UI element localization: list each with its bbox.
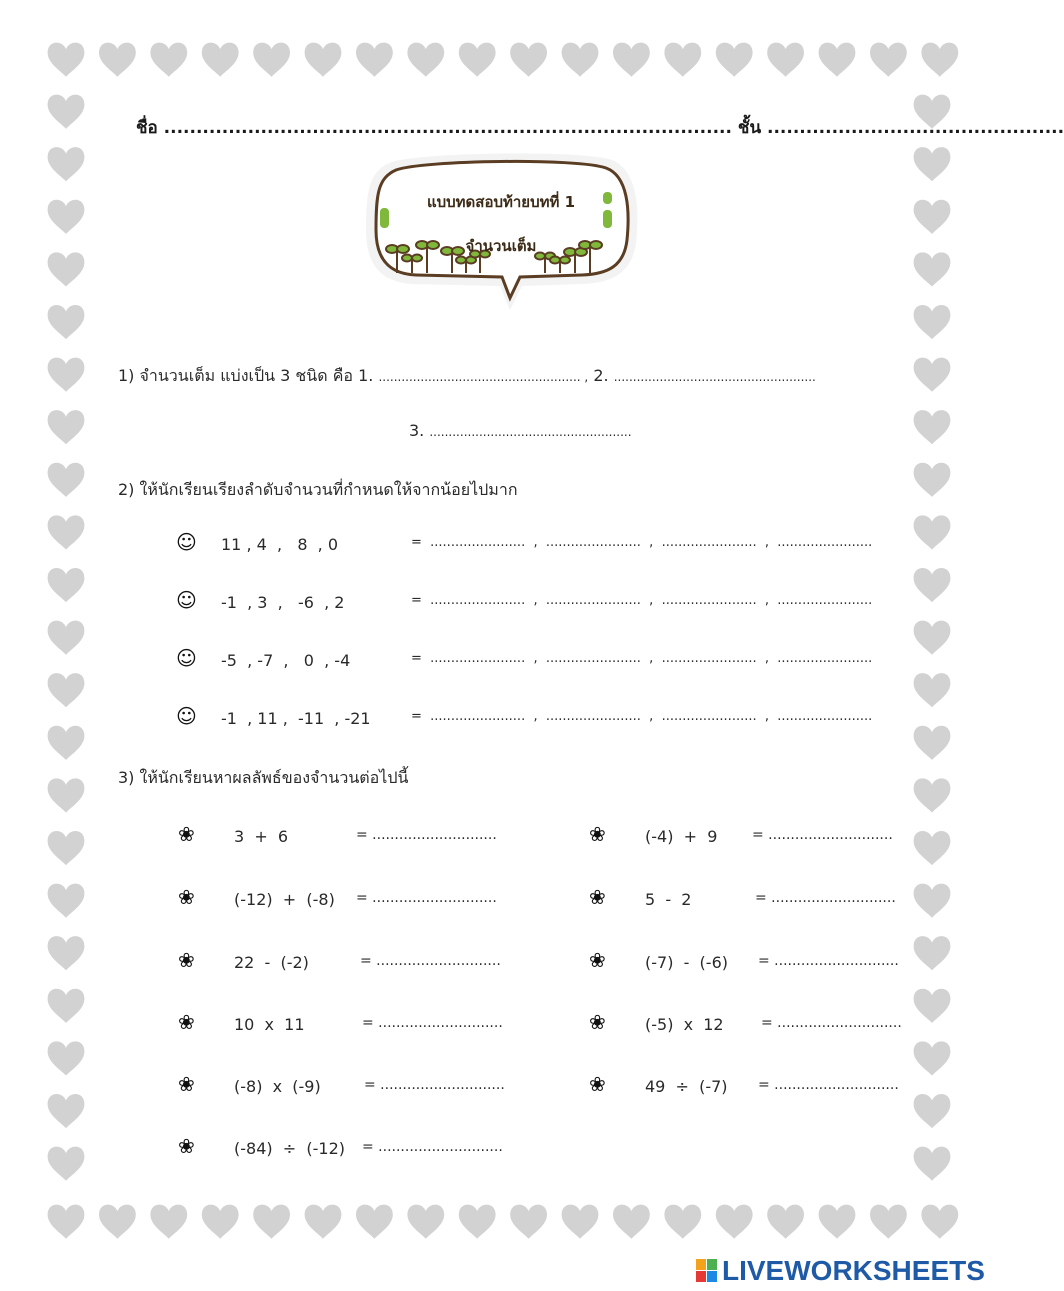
heart-icon (202, 43, 239, 77)
heart-icon (914, 726, 951, 760)
heart-icon (914, 358, 951, 392)
heart-icon (921, 43, 958, 77)
q3-expression: (-12) + (-8) (234, 890, 335, 909)
heart-icon (48, 305, 85, 339)
heart-icon (459, 43, 496, 77)
q2-answer-blanks[interactable]: = ....................... , ....................... , ....................... , ....................... (411, 535, 873, 550)
smiley-icon: ☺ (176, 646, 197, 670)
heart-icon (613, 1205, 650, 1239)
heart-icon (914, 305, 951, 339)
flower-icon: ❀ (589, 1072, 606, 1096)
q3-answer-blank[interactable]: = ............................ (360, 953, 501, 969)
smiley-icon: ☺ (176, 530, 197, 554)
q1-blank-2[interactable]: ..................................................... (613, 370, 816, 384)
heart-icon (914, 463, 951, 497)
heart-icon (48, 515, 85, 549)
heart-icon (914, 936, 951, 970)
worksheet-title: แบบทดสอบท้ายบทที่ 1 (426, 193, 576, 211)
q1-blank-1[interactable]: ..................................................... , (378, 370, 589, 384)
q3-answer-blank[interactable]: = ............................ (356, 827, 497, 843)
q3-expression: (-5) x 12 (645, 1015, 724, 1034)
worksheet-subtitle: จำนวนเต็ม (465, 237, 537, 255)
q2-numbers: 11 , 4 , 8 , 0 (221, 535, 339, 554)
heart-icon (48, 1147, 85, 1181)
q2-answer-blanks[interactable]: = ....................... , ....................... , ....................... , ....................... (411, 593, 873, 608)
heart-icon (914, 1041, 951, 1075)
heart-icon (48, 1094, 85, 1128)
heart-icon (870, 43, 907, 77)
heart-icon (48, 252, 85, 286)
class-blank[interactable]: .............................................. (767, 118, 1064, 138)
liveworksheets-logo (696, 1256, 985, 1286)
heart-icon (99, 1205, 136, 1239)
q3-expression: 5 - 2 (645, 890, 692, 909)
heart-icon (305, 1205, 342, 1239)
q3-answer-blank[interactable]: = ............................ (356, 890, 497, 906)
q2-numbers: -5 , -7 , 0 , -4 (221, 651, 351, 670)
q3-answer-blank[interactable]: = ............................ (364, 1077, 505, 1093)
heart-icon (305, 43, 342, 77)
name-field[interactable] (136, 114, 1064, 141)
q3-expression: (-84) ÷ (-12) (234, 1139, 345, 1158)
q1-prompt-text: 1) จำนวนเต็ม แบ่งเป็น 3 ชนิด คือ 1. (118, 366, 374, 385)
heart-icon (48, 95, 85, 129)
q2-answer-blanks[interactable]: = ....................... , ....................... , ....................... , ....................... (411, 709, 873, 724)
heart-icon (921, 1205, 958, 1239)
heart-icon (48, 726, 85, 760)
heart-icon (914, 252, 951, 286)
heart-icon (914, 1147, 951, 1181)
heart-icon (914, 515, 951, 549)
heart-icon (914, 778, 951, 812)
heart-icon (562, 1205, 599, 1239)
q3-answer-blank[interactable]: = ............................ (761, 1015, 902, 1031)
heart-icon (510, 43, 547, 77)
q1-label-2: 2. (593, 366, 609, 385)
heart-icon (356, 43, 393, 77)
heart-icon (613, 43, 650, 77)
q3-expression: (-4) + 9 (645, 827, 718, 846)
heart-icon (914, 568, 951, 602)
heart-icon (716, 43, 753, 77)
heart-icon (459, 1205, 496, 1239)
heart-icon (48, 831, 85, 865)
heart-icon (48, 621, 85, 655)
heart-icon (48, 673, 85, 707)
heart-icon (914, 1094, 951, 1128)
heart-icon (253, 43, 290, 77)
heart-icon (48, 989, 85, 1023)
heart-icon (870, 1205, 907, 1239)
heart-icon (819, 1205, 856, 1239)
heart-icon (664, 1205, 701, 1239)
heart-icon (48, 884, 85, 918)
heart-icon (664, 43, 701, 77)
title-bubble (362, 148, 640, 313)
q3-answer-blank[interactable]: = ............................ (758, 1077, 899, 1093)
flower-icon: ❀ (178, 1010, 195, 1034)
heart-icon (48, 147, 85, 181)
q3-prompt: 3) ให้นักเรียนหาผลลัพธ์ของจำนวนต่อไปนี้ (118, 768, 409, 787)
heart-icon (914, 621, 951, 655)
name-blank[interactable]: ........................................................................................ (163, 118, 732, 138)
flower-icon: ❀ (178, 1072, 195, 1096)
class-label: ชั้น (737, 118, 762, 138)
q1-prompt (118, 364, 816, 389)
q2-prompt: 2) ให้นักเรียนเรียงลำดับจำนวนที่กำหนดให้จากน้อยไปมาก (118, 480, 518, 499)
q1-line-3 (409, 421, 632, 440)
q3-expression: 49 ÷ (-7) (645, 1077, 728, 1096)
q3-answer-blank[interactable]: = ............................ (362, 1015, 503, 1031)
q1-blank-3[interactable]: ..................................................... (429, 425, 632, 439)
heart-icon (48, 410, 85, 444)
heart-icon (562, 43, 599, 77)
heart-icon (510, 1205, 547, 1239)
flower-icon: ❀ (589, 948, 606, 972)
heart-icon (48, 463, 85, 497)
heart-icon (48, 936, 85, 970)
q3-expression: (-7) - (-6) (645, 953, 728, 972)
heart-icon (99, 43, 136, 77)
heart-icon (48, 1041, 85, 1075)
q3-answer-blank[interactable]: = ............................ (752, 827, 893, 843)
flower-icon: ❀ (178, 1134, 195, 1158)
q2-numbers: -1 , 3 , -6 , 2 (221, 593, 345, 612)
heart-icon (407, 43, 444, 77)
heart-icon (407, 1205, 444, 1239)
heart-icon (48, 778, 85, 812)
heart-icon (202, 1205, 239, 1239)
q3-answer-blank[interactable]: = ............................ (755, 890, 896, 906)
q3-expression: 10 x 11 (234, 1015, 305, 1034)
heart-icon (767, 1205, 804, 1239)
flower-icon: ❀ (589, 1010, 606, 1034)
heart-icon (716, 1205, 753, 1239)
q3-expression: 3 + 6 (234, 827, 289, 846)
logo-blocks-icon (696, 1259, 718, 1283)
name-label: ชื่อ (136, 118, 158, 138)
q3-expression: 22 - (-2) (234, 953, 309, 972)
logo-text: LIVEWORKSHEETS (722, 1255, 985, 1286)
q2-answer-blanks[interactable]: = ....................... , ....................... , ....................... , ....................... (411, 651, 873, 666)
smiley-icon: ☺ (176, 704, 197, 728)
heart-icon (48, 358, 85, 392)
heart-icon (356, 1205, 393, 1239)
flower-icon: ❀ (589, 885, 606, 909)
heart-icon (48, 43, 85, 77)
heart-icon (767, 43, 804, 77)
heart-icon (150, 43, 187, 77)
heart-icon (48, 200, 85, 234)
heart-icon (914, 673, 951, 707)
heart-icon (819, 43, 856, 77)
q2-numbers: -1 , 11 , -11 , -21 (221, 709, 371, 728)
heart-icon (914, 831, 951, 865)
flower-icon: ❀ (589, 822, 606, 846)
heart-icon (914, 200, 951, 234)
heart-icon (48, 1205, 85, 1239)
heart-icon (914, 410, 951, 444)
heart-icon (150, 1205, 187, 1239)
flower-icon: ❀ (178, 885, 195, 909)
q3-answer-blank[interactable]: = ............................ (362, 1139, 503, 1155)
heart-icon (253, 1205, 290, 1239)
q3-expression: (-8) x (-9) (234, 1077, 321, 1096)
heart-icon (914, 147, 951, 181)
heart-icon (914, 884, 951, 918)
q3-answer-blank[interactable]: = ............................ (758, 953, 899, 969)
speech-bubble-frame (362, 148, 640, 313)
flower-icon: ❀ (178, 948, 195, 972)
q1-label-3: 3. (409, 421, 425, 440)
flower-icon: ❀ (178, 822, 195, 846)
heart-icon (914, 989, 951, 1023)
heart-icon (48, 568, 85, 602)
smiley-icon: ☺ (176, 588, 197, 612)
